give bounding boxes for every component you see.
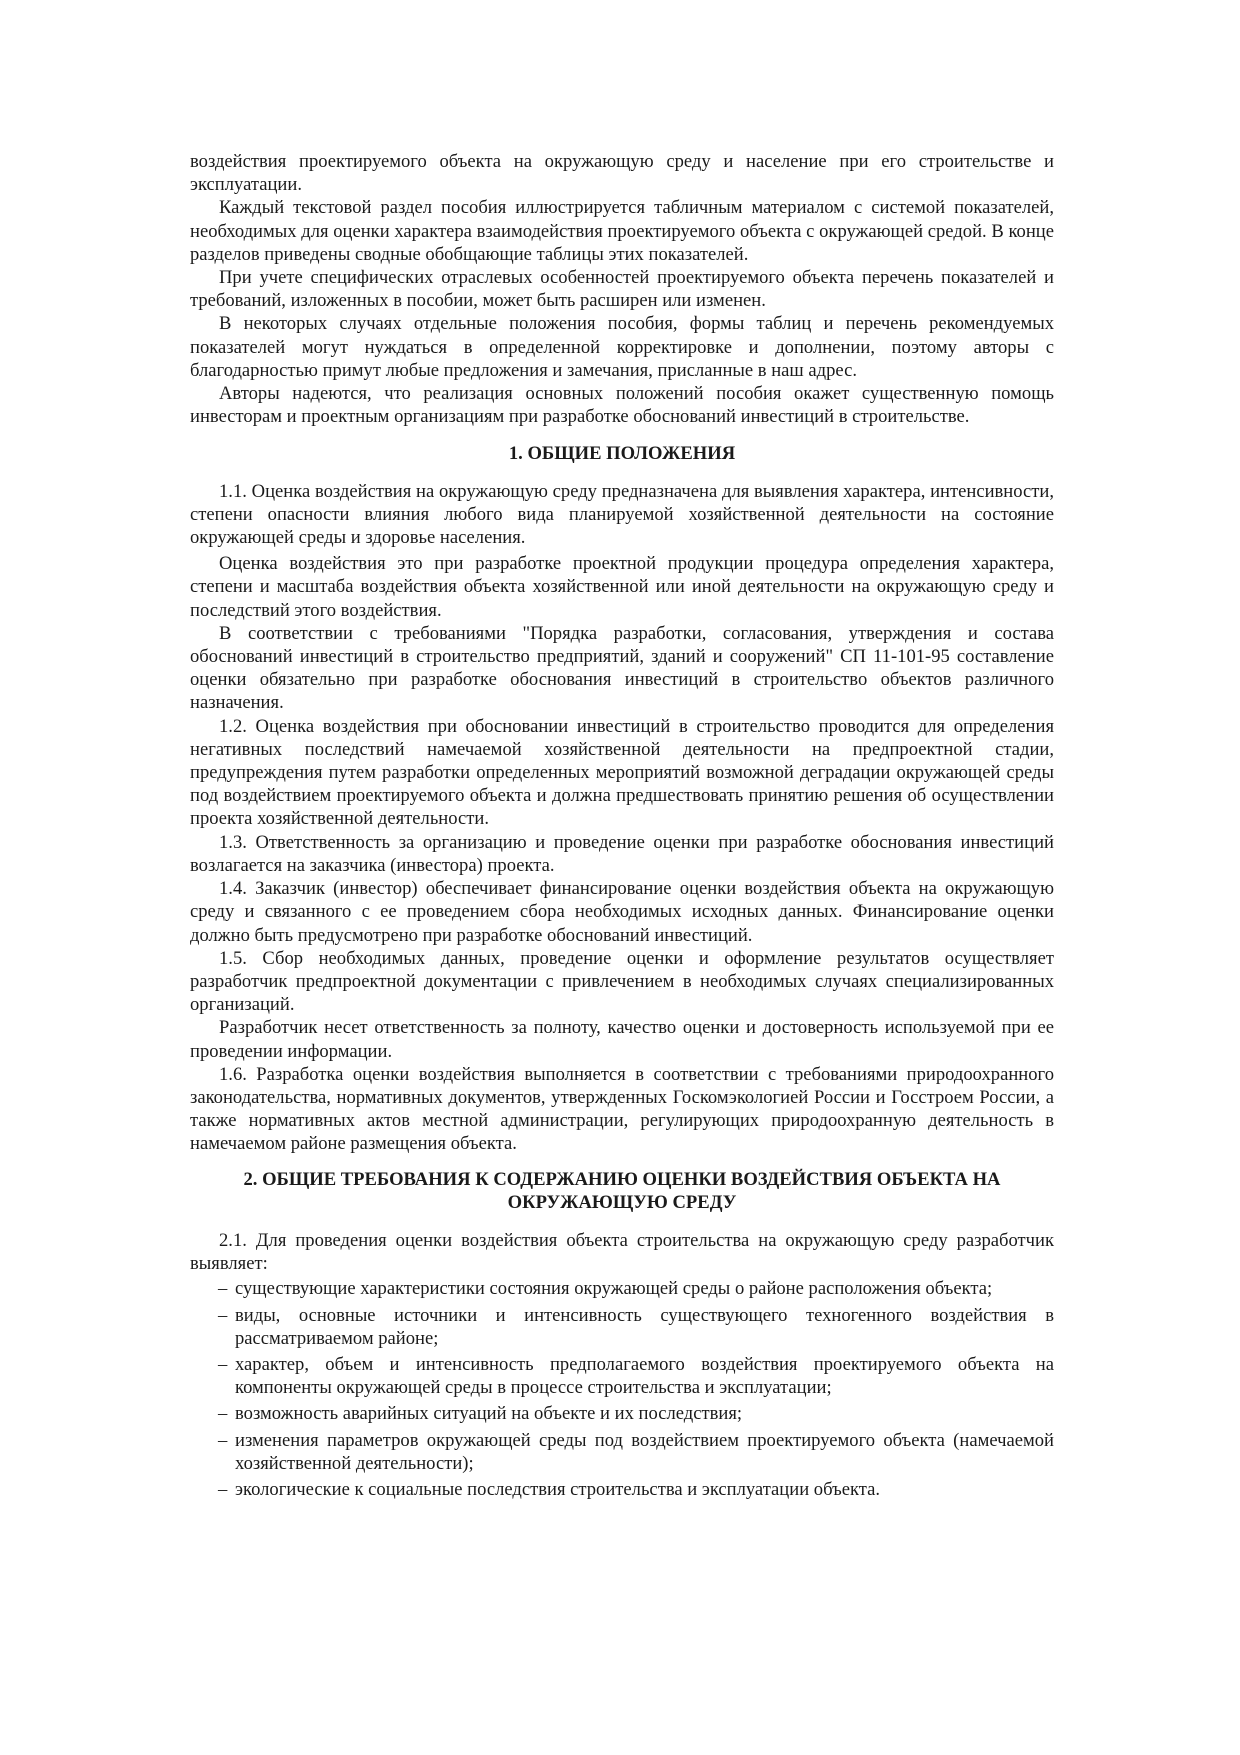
section-1-heading: 1. ОБЩИЕ ПОЛОЖЕНИЯ — [508, 443, 736, 465]
intro-paragraph-illustrations: Каждый текстовой раздел пособия иллюстрируется табличным материалом с системой показателей, необходимых для оценки характера взаимодействия проектируемого объекта с окружающей средой. В конце разделов приведены сводные обобщающие таблицы этих показателей. — [190, 197, 1054, 265]
dash-bullet: – — [218, 1304, 228, 1326]
dash-bullet: – — [218, 1403, 228, 1425]
section-2-heading — [190, 1168, 1054, 1214]
list-item — [190, 1429, 1054, 1475]
section-2-heading-line-1: 2. ОБЩИЕ ТРЕБОВАНИЯ К СОДЕРЖАНИЮ ОЦЕНКИ ВОЗДЕЙСТВИЯ ОБЪЕКТА НА — [243, 1168, 1001, 1190]
list-item — [190, 1277, 1054, 1300]
intro-paragraph-industry: При учете специфических отраслевых особенностей проектируемого объекта перечень показателей и требований, изложенных в пособии, может быть расширен или изменен. — [190, 267, 1054, 312]
list-item-text: экологические к социальные последствия строительства и эксплуатации объекта. — [235, 1478, 881, 1500]
section-2-heading-line-2: ОКРУЖАЮЩУЮ СРЕДУ — [507, 1191, 737, 1213]
list-item-text: возможность аварийных ситуаций на объекте и их последствия; — [235, 1403, 743, 1425]
section-1-paragraph-sp: В соответствии с требованиями "Порядка разработки, согласования, утверждения и состава обоснований инвестиций в строительство предприятий, зданий и сооружений" СП 11-101-95 составление оценки обязательно при разработке обоснования инвестиций в строительство объектов различного назначения. — [190, 622, 1054, 714]
list-item — [190, 1304, 1054, 1350]
section-1-paragraph-1-5: 1.5. Сбор необходимых данных, проведение оценки и оформление результатов осуществляет разработчик предпроектной документации с привлечением в необходимых случаях специализированных организаций. — [190, 947, 1054, 1016]
list-item-text: существующие характеристики состояния окружающей среды о районе расположения объекта; — [235, 1278, 993, 1300]
dash-bullet: – — [218, 1353, 228, 1375]
section-1-paragraph-1-4: 1.4. Заказчик (инвестор) обеспечивает финансирование оценки воздействия объекта на окружающую среду и связанного с ее проведением сбора необходимых исходных данных. Финансирование оценки должно быть предусмотрено при разработке обоснований инвестиций. — [190, 878, 1054, 946]
section-1-paragraph-responsibility: Разработчик несет ответственность за полноту, качество оценки и достоверность используемой при ее проведении информации. — [190, 1017, 1054, 1062]
list-item-text: изменения параметров окружающей среды под воздействием проектируемого объекта (намечаемой хозяйственной деятельности); — [235, 1429, 1054, 1474]
dash-bullet: – — [218, 1429, 228, 1451]
dash-bullet: – — [218, 1478, 228, 1500]
section-1-paragraph-1-6: 1.6. Разработка оценки воздействия выполняется в соответствии с требованиями природоохранного законодательства, нормативных документов, утвержденных Госкомэкологией России и Госстроем России, а также нормативных актов местной администрации, регулирующих природоохранную деятельность в намечаемом районе размещения объекта. — [190, 1063, 1054, 1155]
document-page — [190, 150, 1054, 1504]
section-1-paragraph-1-2: 1.2. Оценка воздействия при обосновании инвестиций в строительство проводится для определения негативных последствий намечаемой хозяйственной деятельности на предпроектной стадии, предупреждения путем разработки определенных мероприятий возможной деградации окружающей среды под воздействием проектируемого объекта и должна предшествовать принятию решения об осуществлении проекта хозяйственной деятельности. — [190, 715, 1054, 830]
list-item — [190, 1402, 1054, 1425]
intro-paragraph-feedback: В некоторых случаях отдельные положения пособия, формы таблиц и перечень рекомендуемых показателей могут нуждаться в определенной корректировке и дополнении, поэтому авторы с благодарностью примут любые предложения и замечания, присланные в наш адрес. — [190, 313, 1054, 381]
list-item-text: виды, основные источники и интенсивность существующего техногенного воздействия в рассматриваемом районе; — [235, 1304, 1054, 1349]
intro-paragraph-authors-hope: Авторы надеются, что реализация основных положений пособия окажет существенную помощь инвесторам и проектным организациям при разработке обоснований инвестиций в строительстве. — [190, 383, 1054, 428]
section-1-paragraph-definition: Оценка воздействия это при разработке проектной продукции процедура определения характера, степени и масштаба воздействия объекта хозяйственной или иной деятельности на окружающую среду и последствий этого воздействия. — [190, 553, 1054, 621]
list-item — [190, 1478, 1054, 1501]
dash-bullet: – — [218, 1278, 228, 1300]
intro-paragraph-continuation: воздействия проектируемого объекта на окружающую среду и население при его строительстве и эксплуатации. — [190, 151, 1054, 196]
section-1-paragraph-1-3: 1.3. Ответственность за организацию и проведение оценки при разработке обоснования инвестиций возлагается на заказчика (инвестора) проекта. — [190, 831, 1054, 876]
list-item — [190, 1353, 1054, 1399]
section-2-paragraph-2-1: 2.1. Для проведения оценки воздействия объекта строительства на окружающую среду разработчик выявляет: — [190, 1229, 1054, 1275]
developer-identifies-list — [190, 1277, 1054, 1501]
section-1-paragraph-1-1: 1.1. Оценка воздействия на окружающую среду предназначена для выявления характера, интенсивности, степени опасности влияния любого вида планируемой хозяйственной деятельности на состояние окружающей среды и здоровье населения. — [190, 480, 1054, 549]
list-item-text: характер, объем и интенсивность предполагаемого воздействия проектируемого объекта на компоненты окружающей среды в процессе строительства и эксплуатации; — [235, 1353, 1054, 1399]
